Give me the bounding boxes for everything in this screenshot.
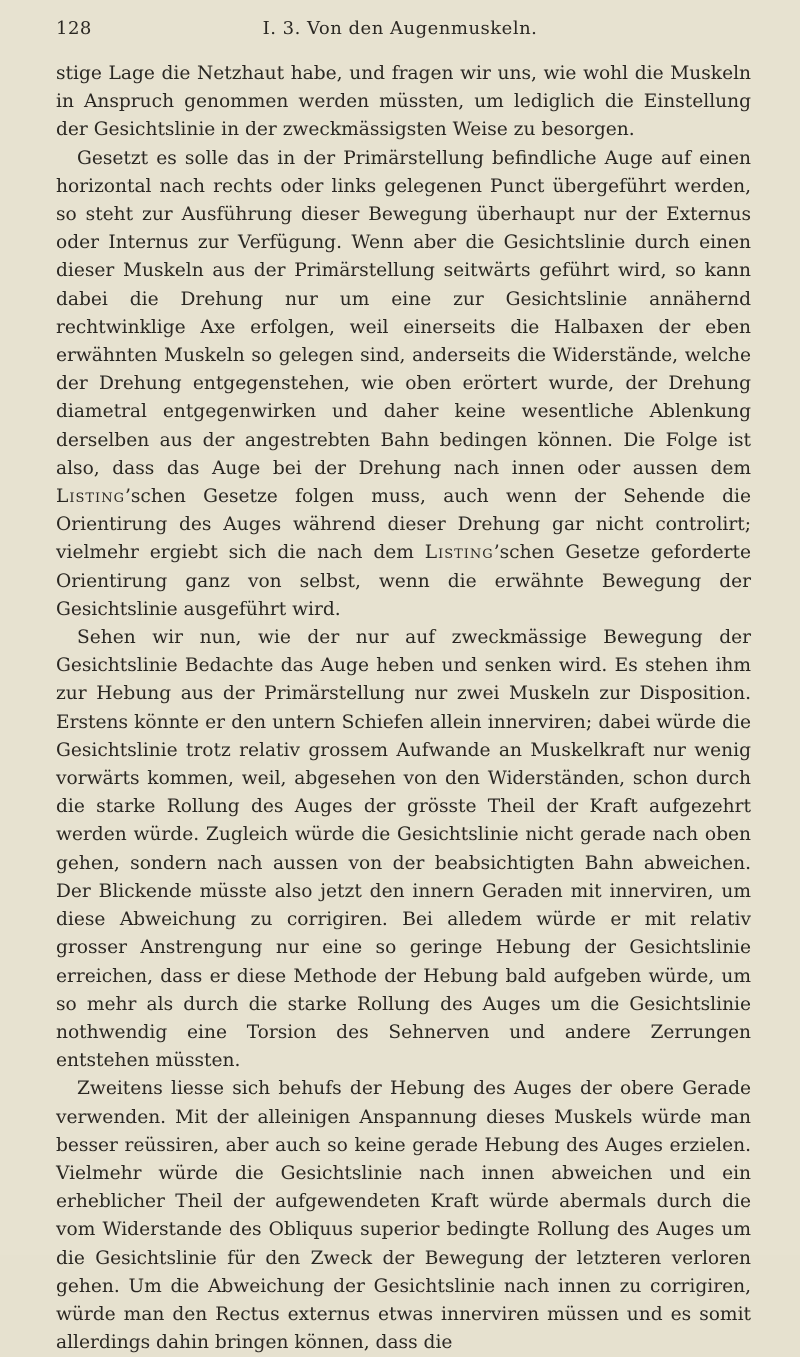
body-text	[56, 60, 751, 1357]
page-number: 128	[56, 18, 92, 39]
author-name: Listing	[424, 542, 494, 564]
paragraph	[56, 624, 751, 1075]
paragraph	[56, 145, 751, 624]
paragraph-text: Sehen wir nun, wie der nur auf zweckmässige Bewegung der Gesichtslinie Bedachte das Auge heben und senken wird. Es stehen ihm zur Hebung aus der Primärstellung nur zwei Muskeln zur Disposition. Erstens könnte er den untern Schiefen allein innerviren; dabei würde die Gesichtslinie trotz relativ grossem Aufwande an Muskelkraft nur wenig vorwärts kommen, weil, abgesehen von den Widerständen, schon durch die starke Rollung des Auges der grösste Theil der Kraft aufgezehrt werden würde. Zugleich würde die Gesichtslinie nicht gerade nach oben gehen, sondern nach aussen von der beabsichtigten Bahn abweichen. Der Blickende müsste also jetzt den innern Geraden mit innerviren, um diese Abweichung zu corrigiren. Bei alledem würde er mit relativ grosser Anstrengung nur eine so geringe Hebung der Gesichtslinie erreichen, dass er diese Methode der Hebung bald aufgeben würde, um so mehr als durch die starke Rollung des Auges um die Gesichtslinie nothwendig eine Torsion des Sehnerven und andere Zerrungen entstehen müssten.	[56, 627, 751, 1072]
paragraph-text: Zweitens liesse sich behufs der Hebung des Auges der obere Gerade verwenden. Mit der alleinigen Anspannung dieses Muskels würde man besser reüssiren, aber auch so keine gerade Hebung des Auges erzielen. Vielmehr würde die Gesichtslinie nach innen abweichen und ein erheblicher Theil der aufgewendeten Kraft würde abermals durch die vom Widerstande des Obliquus superior bedingte Rollung des Auges um die Gesichtslinie für den Zweck der Bewegung der letzteren verloren gehen. Um die Abweichung der Gesichtslinie nach innen zu corrigiren, würde man den Rectus externus etwas innerviren müssen und es somit allerdings dahin bringen können, dass die	[56, 1078, 751, 1354]
author-name: Listing	[56, 486, 125, 508]
paragraph	[56, 60, 751, 145]
paragraph-text: stige Lage die Netzhaut habe, und fragen wir uns, wie wohl die Muskeln in Anspruch genommen werden müssten, um lediglich die Einstellung der Gesichtslinie in der zweckmässigsten Weise zu besorgen.	[56, 63, 751, 141]
paragraph-text: Gesetzt es solle das in der Primärstellung befindliche Auge auf einen horizontal nach rechts oder links gelegenen Punct übergeführt werden, so steht zur Ausführung dieser Bewegung überhaupt nur der Externus oder Internus zur Verfügung. Wenn aber die Gesichtslinie durch einen dieser Muskeln aus der Primärstellung seitwärts geführt wird, so kann dabei die Drehung nur um eine zur Gesichtslinie annähernd rechtwinklige Axe erfolgen, weil einerseits die Halbaxen der eben erwähnten Muskeln so gelegen sind, anderseits die Widerstände, welche der Drehung entgegenstehen, wie oben erörtert wurde, der Drehung diametral entgegenwirken und daher keine wesentliche Ablenkung derselben aus der angestrebten Bahn bedingen können. Die Folge ist also, dass das Auge bei der Drehung nach innen oder aussen dem	[56, 147, 751, 479]
paragraph-text: ’schen Gesetze geforderte Orientirung ganz von selbst, wenn die erwähnte Bewegung der Gesichtslinie ausgeführt wird.	[56, 542, 751, 620]
running-head: I. 3. Von den Augenmuskeln.	[262, 18, 538, 39]
paragraph-text: ’schen Gesetze folgen muss, auch wenn der Sehende die Orientirung des Auges während dieser Drehung gar nicht controlirt; vielmehr ergiebt sich die nach dem	[56, 486, 751, 564]
page-header	[56, 18, 744, 50]
paragraph	[56, 1075, 751, 1357]
